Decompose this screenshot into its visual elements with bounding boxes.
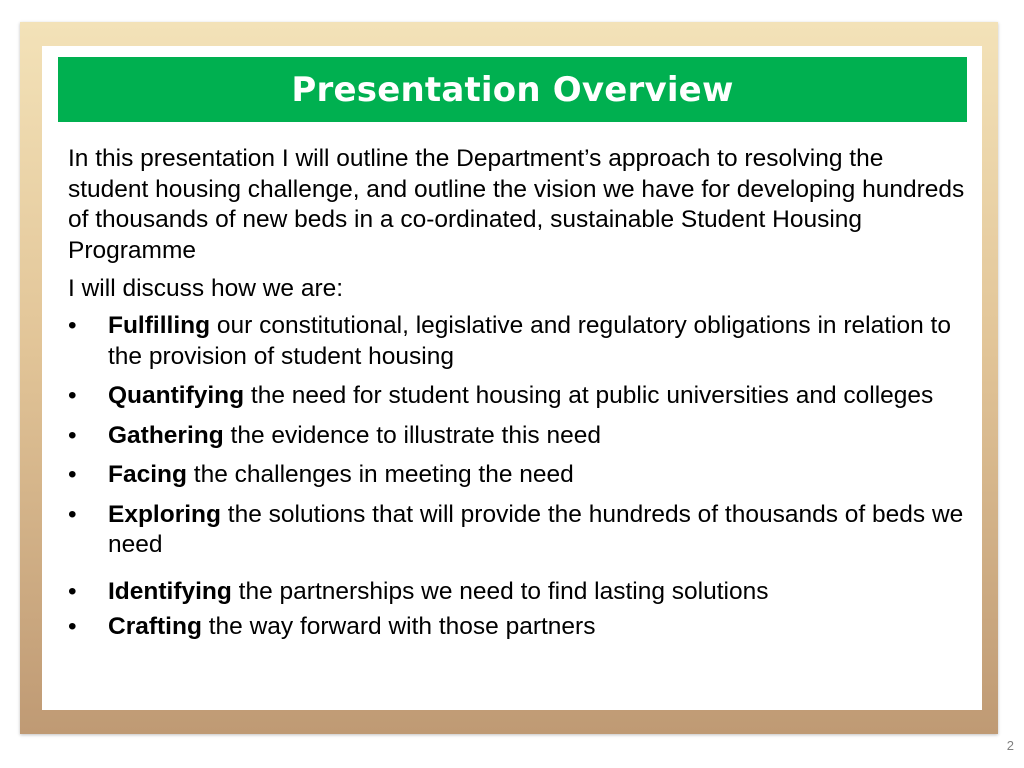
list-item: [68, 612, 968, 643]
discuss-lead: I will discuss how we are:: [68, 275, 344, 302]
list-item: [68, 500, 968, 561]
title-bar: [58, 57, 967, 122]
list-item: [68, 381, 968, 412]
bullet-icon: •: [68, 577, 77, 605]
list-item: [68, 421, 968, 452]
bullet-icon: •: [68, 312, 77, 339]
list-item: [68, 460, 968, 491]
bullet-icon: •: [68, 421, 77, 449]
slide-body: [68, 144, 968, 652]
intro-paragraph: In this presentation I will outline the Department’s approach to resolving the student housing challenge, and outline the vision we have for developing hundreds of thousands of new beds in a co-ordinated, sustainable Student Housing Programme: [68, 145, 965, 264]
list-item-keyword: Identifying: [108, 577, 232, 605]
list-item-text: the evidence to illustrate this need: [223, 421, 601, 449]
list-item-text: our constitutional, legislative and regulatory obligations in relation to the provision of student housing: [108, 312, 951, 370]
list-item: [68, 311, 968, 372]
overview-list: [68, 311, 968, 643]
bullet-icon: •: [68, 382, 77, 409]
bullet-icon: •: [68, 461, 77, 488]
list-item-text: the challenges in meeting the need: [186, 461, 574, 488]
list-item-text: the solutions that will provide the hundreds of thousands of beds we need: [108, 500, 964, 558]
list-item-text: the partnerships we need to find lasting solutions: [231, 577, 769, 605]
slide-title: Presentation Overview: [291, 69, 734, 110]
list-item-text: the need for student housing at public universities and colleges: [244, 382, 934, 409]
list-item-keyword: Exploring: [108, 500, 221, 528]
list-item-keyword: Crafting: [108, 613, 202, 640]
list-item-keyword: Quantifying: [108, 382, 245, 409]
list-item-keyword: Gathering: [108, 421, 224, 449]
page-number: 2: [1006, 738, 1014, 753]
list-item: [68, 577, 968, 608]
bullet-icon: •: [68, 500, 77, 528]
list-item-keyword: Fulfilling: [108, 312, 211, 339]
list-item-keyword: Facing: [108, 461, 187, 488]
list-item-text: the way forward with those partners: [201, 613, 596, 640]
bullet-icon: •: [68, 613, 77, 640]
